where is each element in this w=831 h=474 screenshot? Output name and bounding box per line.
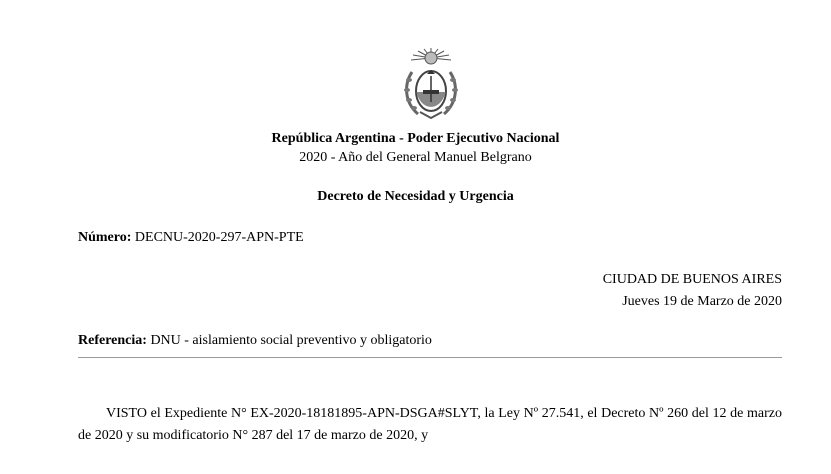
document-number-label: Número: [78,230,132,245]
visto-paragraph: VISTO el Expediente N° EX-2020-18181895-APN-DSGA#SLYT, la Ley Nº 27.541, el Decreto Nº 260 del 12 de marzo de 2020 y su modificatorio N° 287 del 17 de marzo de 2020, y [78,406,782,443]
date: Jueves 19 de Marzo de 2020 [622,294,782,309]
issuer-line: República Argentina - Poder Ejecutivo Nacional [271,131,560,146]
document-number [78,230,304,246]
place: CIUDAD DE BUENOS AIRES [602,272,782,287]
divider [78,357,782,358]
year-motto: 2020 - Año del General Manuel Belgrano [299,150,532,165]
reference-value: DNU - aislamiento social preventivo y obligatorio [150,333,432,348]
document-type: Decreto de Necesidad y Urgencia [317,189,514,204]
reference [78,333,432,349]
coat-of-arms-argentina-icon [398,46,464,122]
reference-label: Referencia: [78,333,147,348]
document-number-value: DECNU-2020-297-APN-PTE [134,230,304,245]
